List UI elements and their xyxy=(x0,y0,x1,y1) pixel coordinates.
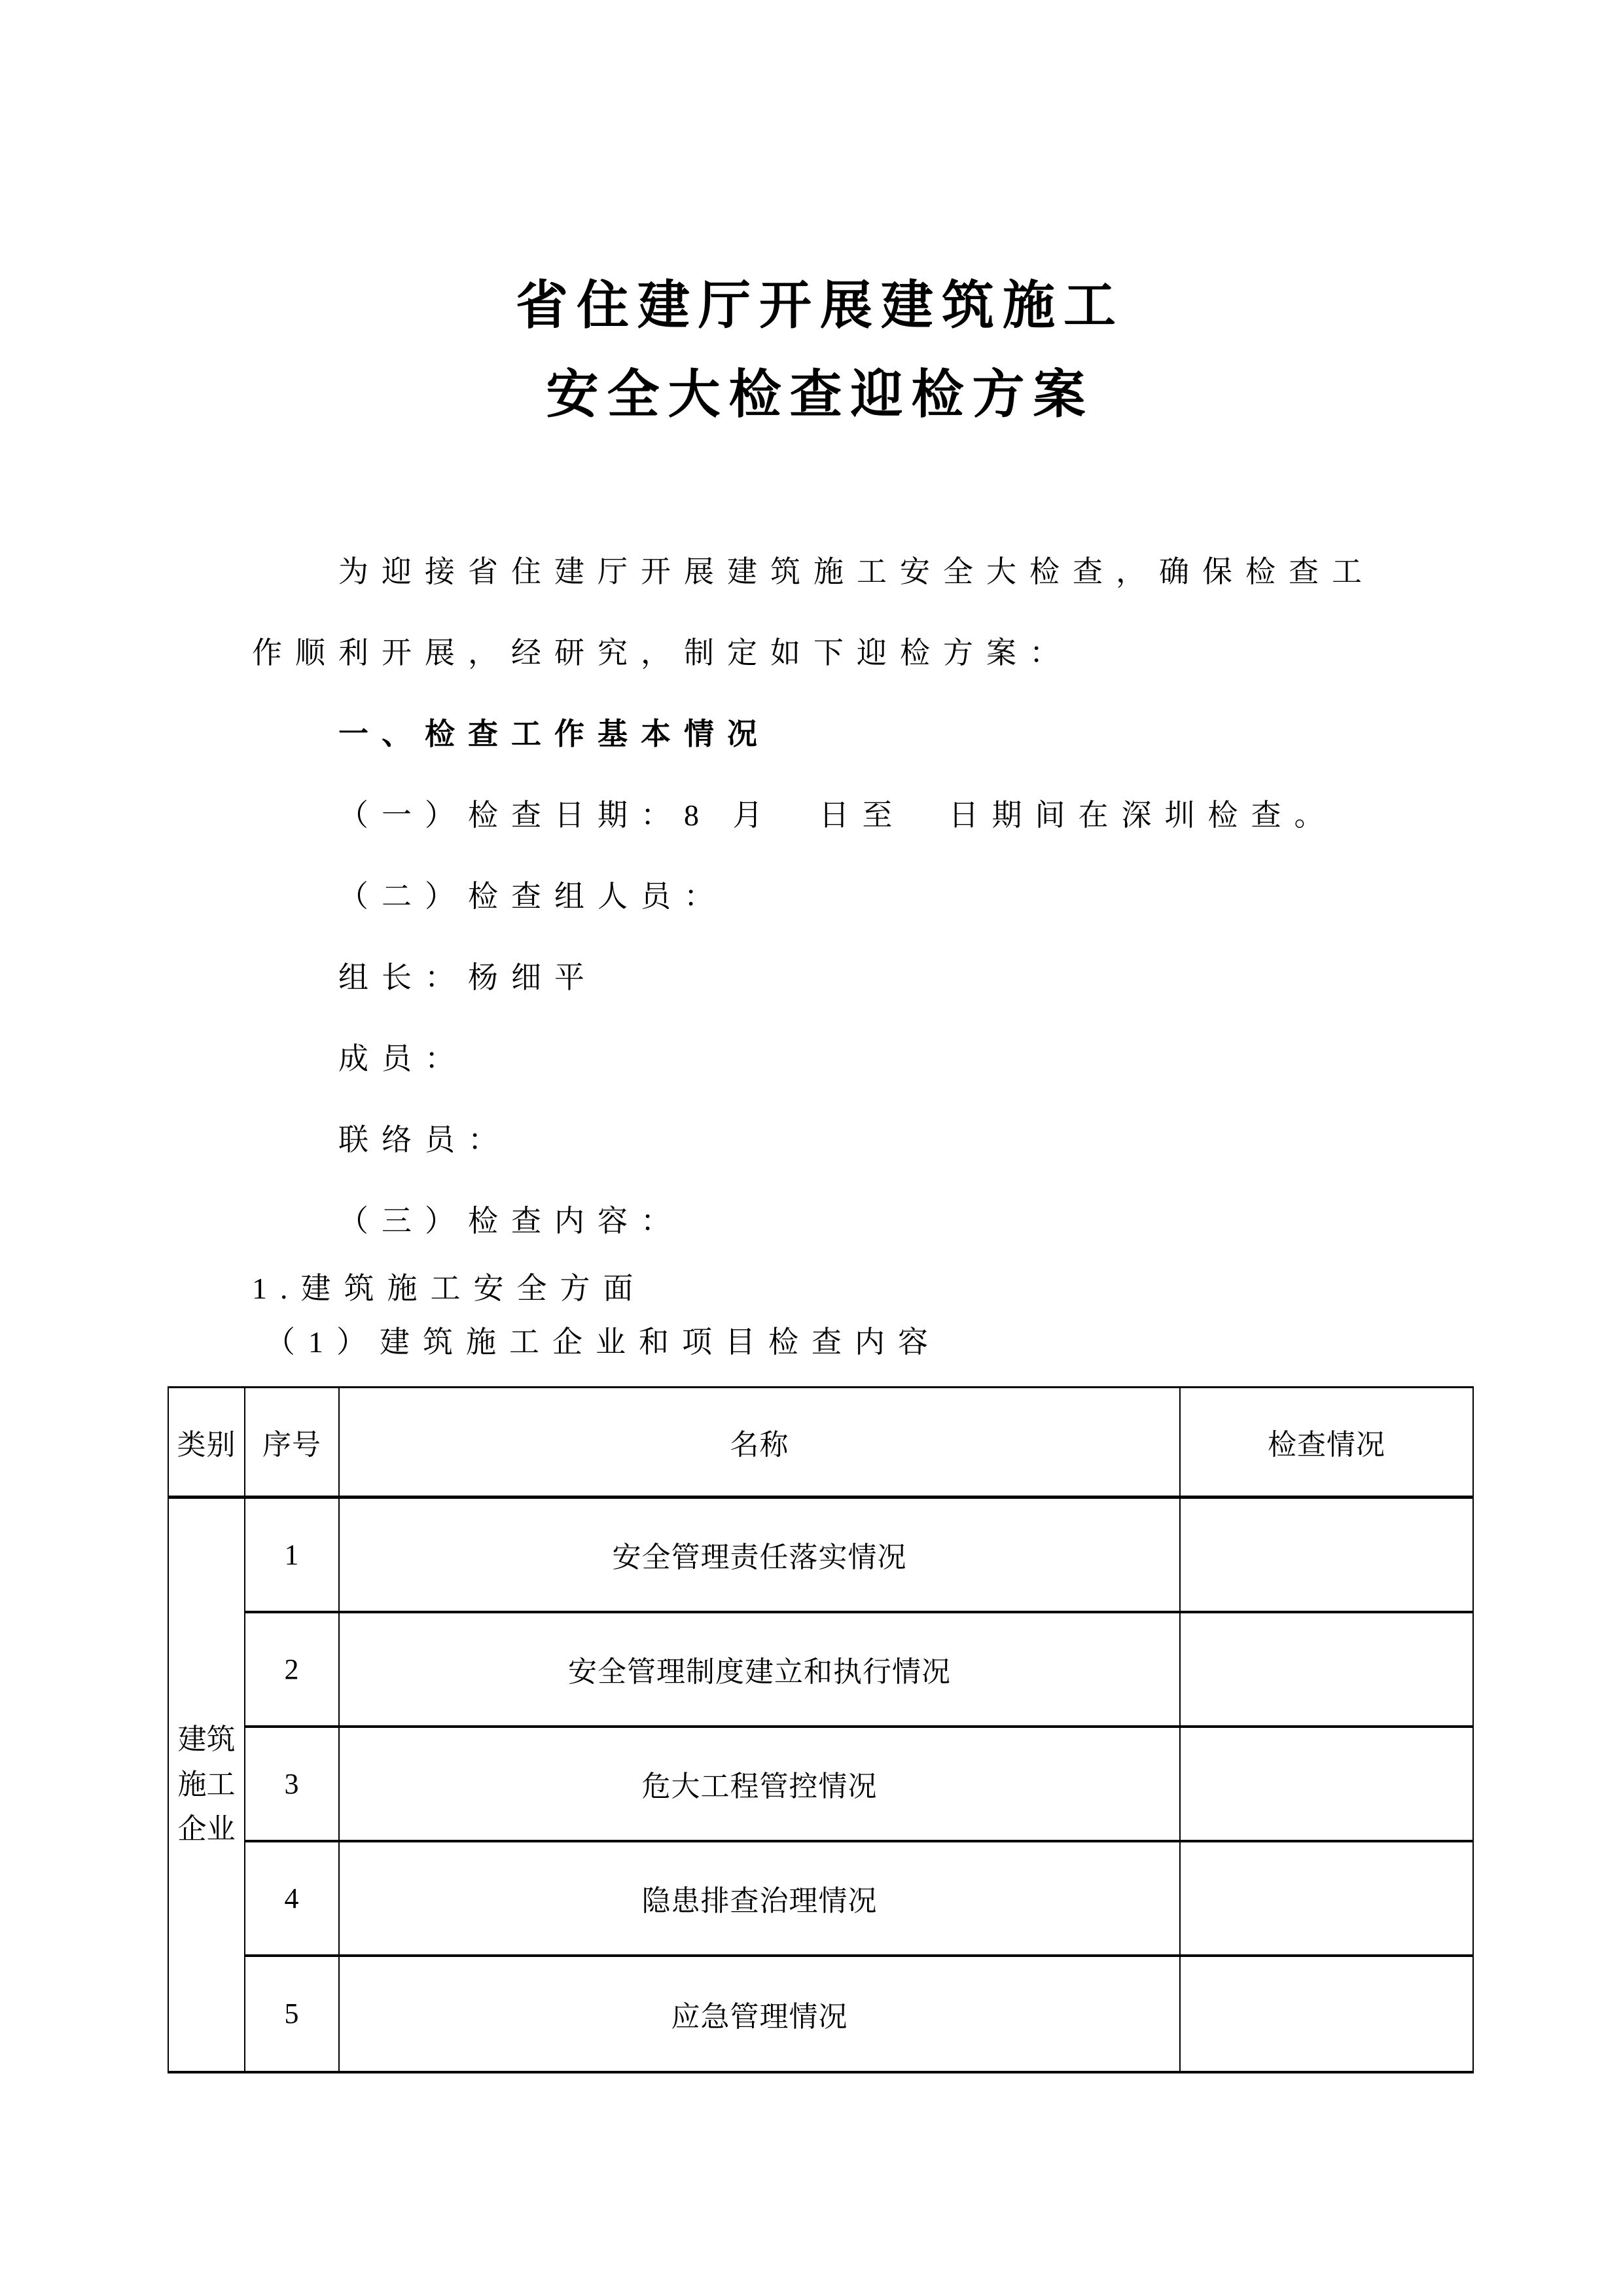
serial-cell: 2 xyxy=(245,1612,339,1727)
heading-check-basic-info: 一、检查工作基本情况 xyxy=(338,717,770,751)
status-cell xyxy=(1180,1841,1473,1956)
table-row xyxy=(168,1956,1473,2072)
line-check-team: （二）检查组人员： xyxy=(338,880,727,913)
category-cell xyxy=(168,1498,245,2072)
line-check-date: （一）检查日期：8 月 日至 日期间在深圳检查。 xyxy=(338,798,1338,832)
table-row xyxy=(168,1498,1473,1612)
table-row xyxy=(168,1612,1473,1727)
status-cell xyxy=(1180,1727,1473,1841)
table-header-row xyxy=(168,1388,1473,1498)
inspection-table xyxy=(168,1386,1474,2073)
name-cell: 安全管理制度建立和执行情况 xyxy=(339,1612,1180,1727)
serial-cell: 4 xyxy=(245,1841,339,1956)
col-header-name: 名称 xyxy=(339,1388,1180,1498)
document-title xyxy=(168,262,1472,440)
status-cell xyxy=(1180,1956,1473,2072)
title-line-2: 安全大检查迎检方案 xyxy=(546,367,1094,424)
document-body xyxy=(252,531,1472,1369)
line-members: 成员： xyxy=(338,1042,468,1075)
title-line-1: 省住建厅开展建筑施工 xyxy=(516,278,1124,335)
serial-cell: 3 xyxy=(245,1727,339,1841)
serial-cell: 5 xyxy=(245,1956,339,2072)
col-header-category: 类别 xyxy=(168,1388,245,1498)
category-label: 建筑施工企业 xyxy=(177,1723,236,1845)
table-row xyxy=(168,1727,1473,1841)
col-header-status: 检查情况 xyxy=(1180,1388,1473,1498)
name-cell: 应急管理情况 xyxy=(339,1956,1180,2072)
col-header-serial: 序号 xyxy=(245,1388,339,1498)
name-cell: 隐患排查治理情况 xyxy=(339,1841,1180,1956)
line-liaison: 联络员： xyxy=(338,1123,511,1157)
serial-cell: 1 xyxy=(245,1498,339,1612)
line-team-leader: 组长：杨细平 xyxy=(338,961,597,994)
name-cell: 危大工程管控情况 xyxy=(339,1727,1180,1841)
line-construction-safety: 1.建筑施工安全方面 xyxy=(252,1272,647,1305)
intro-paragraph-line-2: 作顺利开展，经研究，制定如下迎检方案： xyxy=(252,636,1073,670)
line-check-content: （三）检查内容： xyxy=(338,1204,684,1238)
table-row xyxy=(168,1841,1473,1956)
status-cell xyxy=(1180,1498,1473,1612)
intro-paragraph-line-1: 为迎接省住建厅开展建筑施工安全大检查，确保检查工 xyxy=(338,555,1375,588)
name-cell: 安全管理责任落实情况 xyxy=(339,1498,1180,1612)
status-cell xyxy=(1180,1612,1473,1727)
line-enterprise-project-content: （1）建筑施工企业和项目检查内容 xyxy=(265,1325,941,1359)
